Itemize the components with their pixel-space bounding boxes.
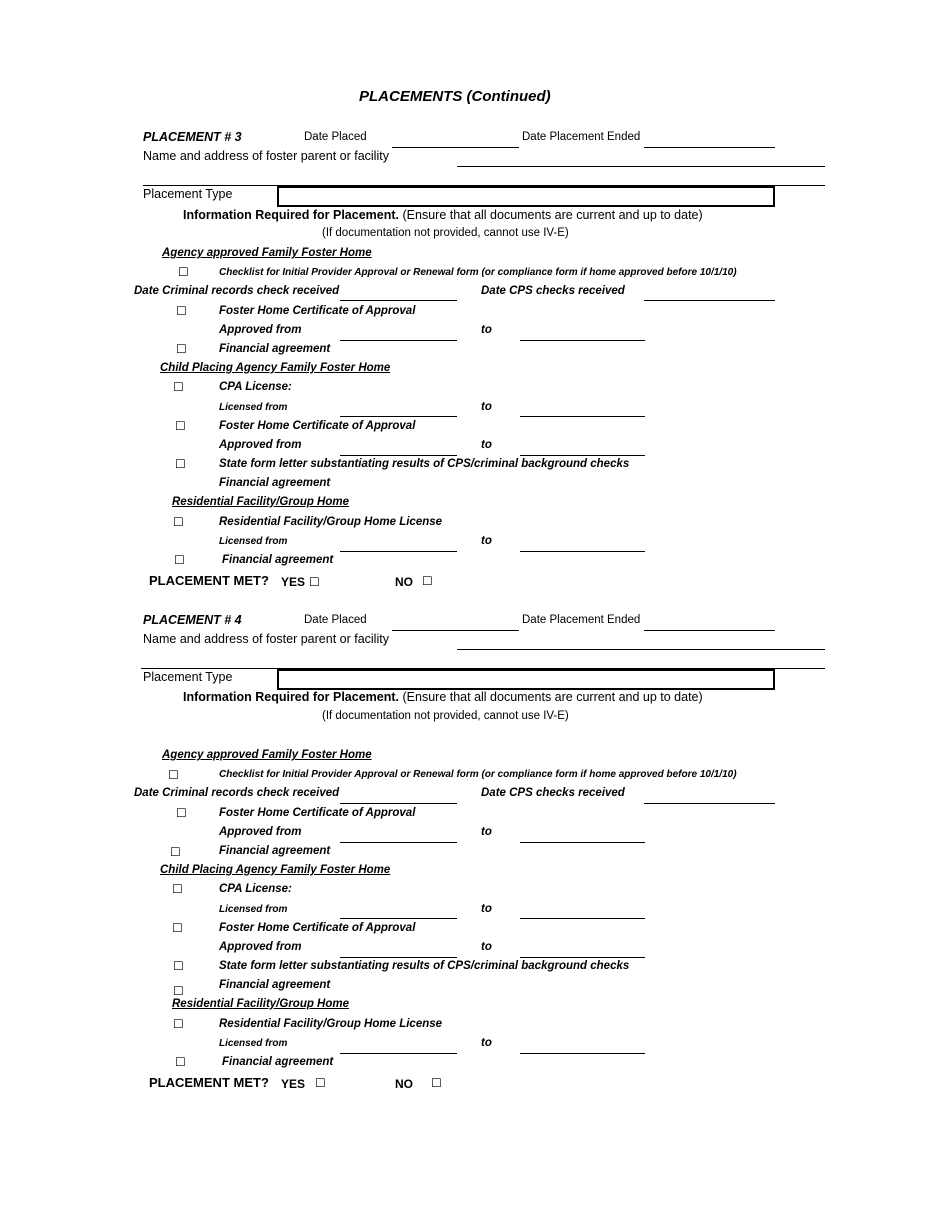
res-license-label: Residential Facility/Group Home License xyxy=(219,1018,443,1030)
placement-met-label: PLACEMENT MET? xyxy=(149,573,269,588)
name-address-label: Name and address of foster parent or facility xyxy=(143,632,389,646)
res-financial-checkbox[interactable]: ☐ xyxy=(174,553,185,567)
checklist-label: Checklist for Initial Provider Approval or Renewal form (or compliance form if home approved before 10/1/10) xyxy=(219,267,737,278)
info-required-rest: (Ensure that all documents are current and up to date) xyxy=(402,690,703,704)
cps-check-label: Date CPS checks received xyxy=(481,787,625,799)
no-checkbox[interactable]: ☐ xyxy=(422,574,433,588)
licensed-from-label: Licensed from xyxy=(219,536,288,547)
date-ended-label: Date Placement Ended xyxy=(522,614,641,626)
cps-check-label: Date CPS checks received xyxy=(481,285,625,297)
financial-label: Financial agreement xyxy=(222,1056,334,1068)
approved-from-field[interactable] xyxy=(340,340,457,341)
cpa-approved-from-field[interactable] xyxy=(340,957,457,958)
residential-heading: Residential Facility/Group Home xyxy=(172,998,350,1010)
licensed-from-label: Licensed from xyxy=(219,904,288,915)
date-placed-label: Date Placed xyxy=(304,614,367,626)
state-form-label: State form letter substantiating results of CPS/criminal background checks xyxy=(219,960,630,972)
cpa-license-label: CPA License: xyxy=(219,883,292,895)
to-label: to xyxy=(481,439,492,451)
cpa-license-label: CPA License: xyxy=(219,381,292,393)
approved-from-field[interactable] xyxy=(340,842,457,843)
cpa-approved-to-field[interactable] xyxy=(520,455,645,456)
cpa-heading: Child Placing Agency Family Foster Home xyxy=(160,864,391,876)
financial-label: Financial agreement xyxy=(219,343,331,355)
criminal-check-field[interactable] xyxy=(340,300,457,301)
cpa-fh-cert-checkbox[interactable]: ☐ xyxy=(175,419,186,433)
licensed-from-label: Licensed from xyxy=(219,1038,288,1049)
placement-header: PLACEMENT # 4 xyxy=(143,613,242,627)
placement-type-label: Placement Type xyxy=(143,187,233,201)
criminal-check-field[interactable] xyxy=(340,803,457,804)
approved-to-field[interactable] xyxy=(520,842,645,843)
res-financial-checkbox[interactable]: ☐ xyxy=(175,1055,186,1069)
state-form-label: State form letter substantiating results of CPS/criminal background checks xyxy=(219,458,630,470)
financial-label: Financial agreement xyxy=(219,979,331,991)
res-license-label: Residential Facility/Group Home License xyxy=(219,516,443,528)
to-label: to xyxy=(481,826,492,838)
cpa-heading: Child Placing Agency Family Foster Home xyxy=(160,362,391,374)
date-ended-field[interactable] xyxy=(644,630,775,631)
licensed-from-label: Licensed from xyxy=(219,402,288,413)
fh-cert-label: Foster Home Certificate of Approval xyxy=(219,305,416,317)
date-ended-field[interactable] xyxy=(644,147,775,148)
residential-heading: Residential Facility/Group Home xyxy=(172,496,350,508)
state-form-checkbox[interactable]: ☐ xyxy=(175,457,186,471)
res-license-checkbox[interactable]: ☐ xyxy=(173,1017,184,1031)
placement-type-label: Placement Type xyxy=(143,670,233,684)
checklist-checkbox[interactable]: ☐ xyxy=(168,768,179,782)
placement-met-label: PLACEMENT MET? xyxy=(149,1075,269,1090)
approved-to-field[interactable] xyxy=(520,340,645,341)
no-label: NO xyxy=(395,1077,413,1091)
to-label: to xyxy=(481,535,492,547)
yes-label: YES xyxy=(281,575,306,589)
financial-checkbox[interactable]: ☐ xyxy=(176,342,187,356)
agency-heading: Agency approved Family Foster Home xyxy=(162,247,372,259)
checklist-label: Checklist for Initial Provider Approval or Renewal form (or compliance form if home approved before 10/1/10) xyxy=(219,769,737,780)
to-label: to xyxy=(481,903,492,915)
financial-label: Financial agreement xyxy=(219,845,331,857)
yes-checkbox[interactable]: ☐ xyxy=(309,575,320,589)
page-title: PLACEMENTS (Continued) xyxy=(359,88,551,105)
fh-cert-checkbox[interactable]: ☐ xyxy=(176,304,187,318)
cpa-fh-cert-checkbox[interactable]: ☐ xyxy=(172,921,183,935)
info-note: (If documentation not provided, cannot use IV-E) xyxy=(322,227,569,239)
criminal-check-label: Date Criminal records check received xyxy=(134,285,340,297)
state-form-checkbox[interactable]: ☐ xyxy=(173,959,184,973)
placement-header: PLACEMENT # 3 xyxy=(143,130,242,144)
cpa-licensed-to-field[interactable] xyxy=(520,918,645,919)
agency-heading: Agency approved Family Foster Home xyxy=(162,749,372,761)
date-placed-label: Date Placed xyxy=(304,131,367,143)
cpa-licensed-to-field[interactable] xyxy=(520,416,645,417)
info-required-bold: Information Required for Placement. xyxy=(183,690,400,704)
to-label: to xyxy=(481,324,492,336)
info-required-rest: (Ensure that all documents are current and up to date) xyxy=(402,208,703,222)
info-required xyxy=(183,690,703,704)
fh-cert-label: Foster Home Certificate of Approval xyxy=(219,420,416,432)
yes-checkbox[interactable]: ☐ xyxy=(315,1076,326,1090)
res-license-checkbox[interactable]: ☐ xyxy=(173,515,184,529)
checklist-checkbox[interactable]: ☐ xyxy=(178,265,189,279)
res-licensed-from-field[interactable] xyxy=(340,551,457,552)
name-address-field[interactable] xyxy=(457,166,825,167)
cps-check-field[interactable] xyxy=(644,803,775,804)
financial-label: Financial agreement xyxy=(219,477,331,489)
cpa-approved-from-field[interactable] xyxy=(340,455,457,456)
financial-label: Financial agreement xyxy=(222,554,334,566)
info-note: (If documentation not provided, cannot use IV-E) xyxy=(322,710,569,722)
info-required-bold: Information Required for Placement. xyxy=(183,208,400,222)
financial-checkbox[interactable]: ☐ xyxy=(173,984,184,998)
date-ended-label: Date Placement Ended xyxy=(522,131,641,143)
res-licensed-from-field[interactable] xyxy=(340,1053,457,1054)
yes-label: YES xyxy=(281,1077,306,1091)
approved-from-label: Approved from xyxy=(219,439,302,451)
info-required xyxy=(183,208,703,222)
no-label: NO xyxy=(395,575,413,589)
placement-type-field[interactable] xyxy=(277,669,775,690)
fh-cert-label: Foster Home Certificate of Approval xyxy=(219,807,416,819)
approved-from-label: Approved from xyxy=(219,826,302,838)
no-checkbox[interactable]: ☐ xyxy=(431,1076,442,1090)
res-licensed-to-field[interactable] xyxy=(520,1053,645,1054)
cpa-licensed-from-field[interactable] xyxy=(340,416,457,417)
cpa-approved-to-field[interactable] xyxy=(520,957,645,958)
name-address-label: Name and address of foster parent or facility xyxy=(143,149,389,163)
to-label: to xyxy=(481,941,492,953)
name-address-field[interactable] xyxy=(457,649,825,650)
financial-checkbox[interactable]: ☐ xyxy=(170,845,181,859)
cpa-license-checkbox[interactable]: ☐ xyxy=(172,882,183,896)
fh-cert-label: Foster Home Certificate of Approval xyxy=(219,922,416,934)
date-placed-field[interactable] xyxy=(392,630,519,631)
placement-type-field[interactable] xyxy=(277,186,775,207)
cps-check-field[interactable] xyxy=(644,300,775,301)
fh-cert-checkbox[interactable]: ☐ xyxy=(176,806,187,820)
to-label: to xyxy=(481,1037,492,1049)
date-placed-field[interactable] xyxy=(392,147,519,148)
criminal-check-label: Date Criminal records check received xyxy=(134,787,340,799)
cpa-license-checkbox[interactable]: ☐ xyxy=(173,380,184,394)
res-licensed-to-field[interactable] xyxy=(520,551,645,552)
cpa-licensed-from-field[interactable] xyxy=(340,918,457,919)
approved-from-label: Approved from xyxy=(219,324,302,336)
approved-from-label: Approved from xyxy=(219,941,302,953)
to-label: to xyxy=(481,401,492,413)
